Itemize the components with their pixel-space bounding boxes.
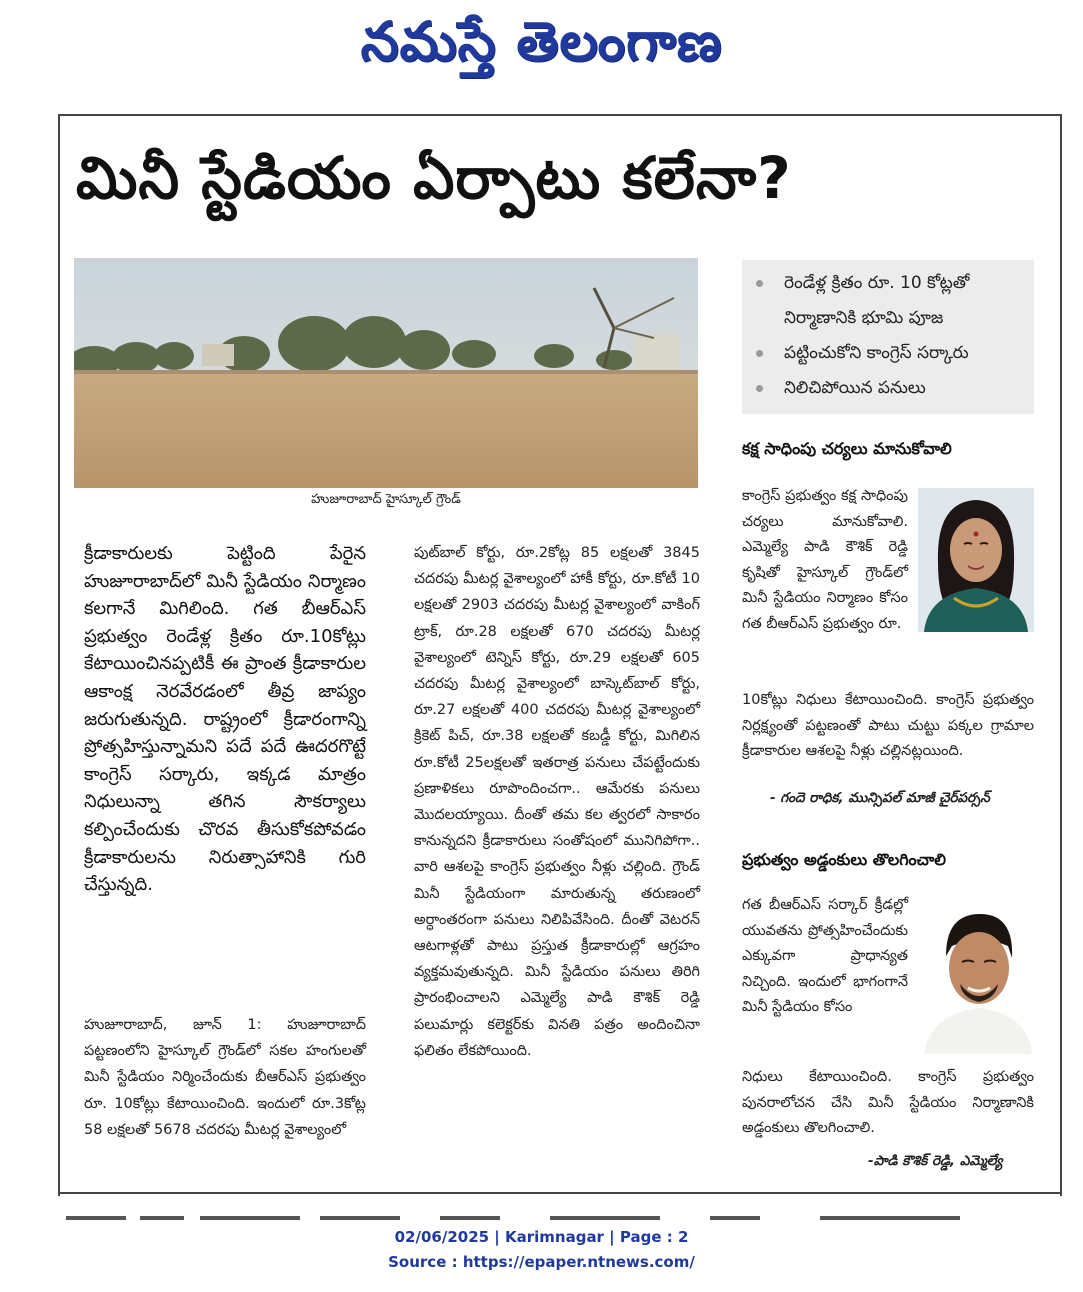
cropped-next-article (60, 1206, 1060, 1212)
quote2-attribution: -పాడి కౌశిక్ రెడ్డి, ఎమ్మెల్యే (868, 1153, 1003, 1169)
quote2-text-top: గత బీఆర్ఎస్ సర్కార్ క్రీడల్లో యువతను ప్రోత్సహించేందుకు ఎక్కువగా ప్రాధాన్యత నిచ్చింది. ఇందులో భాగంగానే మినీ స్టేడియం కోసం (742, 897, 908, 1015)
highlight-item: నిలిచిపోయిన పనులు (742, 371, 1034, 406)
article-lead: క్రీడాకారులకు పెట్టింది పేరైన హుజూరాబాద్‌లో మినీ స్టేడియం నిర్మాణం కలగానే మిగిలింది. గత బీఆర్ఎస్ ప్రభుత్వం రెండేళ్ల క్రితం రూ.10కోట్లు కేటాయించినప్పటికీ ఈ ప్రాంత క్రీడాకారుల ఆకాంక్ష నెరవేరడంలో తీవ్ర జాప్యం జరుగుతున్నది. రాష్ట్రంలో క్రీడారంగాన్ని ప్రోత్సహిస్తున్నామని పదే పదే ఊదరగొట్టే కాంగ్రెస్ సర్కారు, ఇక్కడ మాత్రం నిధులున్నా తగిన సౌకర్యాలు కల్పించేందుకు చొరవ తీసుకోకపోవడం క్రీడాకారులను నిరుత్సాహానికి గురి చేస్తున్నది. (84, 543, 366, 896)
highlight-item: రెండేళ్ల క్రితం రూ. 10 కోట్లతో (742, 266, 1034, 301)
highlights-box (742, 260, 1034, 414)
article-body-2: పుట్‌బాల్ కోర్టు, రూ.2కోట్ల 85 లక్షలతో 3845 చదరపు మీటర్ల వైశాల్యంలో హాకీ కోర్టు, రూ.కోటీ 10 లక్షలతో 2903 చదరపు మీటర్ల వైశాల్యంలో వాకింగ్ ట్రాక్, రూ.28 లక్షలతో 670 చదరపు మీటర్ల వైశాల్యంలో టెన్నిస్ కోర్టు, రూ.29 లక్షలతో 605 చదరపు మీటర్ల వైశాల్యంలో బాస్కెట్‌బాల్ కోర్టు, రూ.27 లక్షలతో 400 చదరపు మీటర్ల వైశాల్యంలో క్రికెట్ పిచ్, రూ.38 లక్షలతో కబడ్డీ కోర్టు, మిగిలిన రూ.కోటీ 25లక్షలతో ఇతరాత్ర పనులు చేపట్టేందుకు ప్రణాళికలు రూపొందించగా.. ఆమేరకు పనులు మొదలయ్యాయి. దీంతో తమ కల త్వరలో సాకారం కానున్నదని క్రీడాకారులు సంతోషంలో మునిగిపోగా.. వారి ఆశలపై కాంగ్రెస్ ప్రభుత్వం నీళ్లు చల్లింది. గ్రౌండ్ మినీ స్టేడియంగా మారుతున్న తరుణంలో అర్ధాంతరంగా పనులు నిలిపివేసింది. దీంతో వెటరన్ ఆటగాళ్లతో పాటు ప్రస్తుత క్రీడాకారుల్లో ఆగ్రహం వ్యక్తమవుతున్నది. మినీ స్టేడియం పనులు తిరిగి ప్రారంభించాలని ఎమ్మెల్యే పాడి కౌశిక్ రెడ్డి పలుమార్లు కలెక్టర్‌కు వినతి పత్రం అందించినా ఫలితం లేకపోయింది. (414, 545, 700, 1059)
quote1-attribution: - గందె రాధిక, మున్సిపల్ మాజీ చైర్‌పర్సన్ (770, 790, 990, 806)
article-body-1: హుజూరాబాద్, జూన్ 1: హుజూరాబాద్ పట్టణంలోని హైస్కూల్ గ్రౌండ్‌లో సకల హంగులతో మినీ స్టేడియం నిర్మించేందుకు బీఆర్ఎస్ ప్రభుత్వం రూ. 10కోట్లు కేటాయించింది. ఇందులో రూ.3కోట్ల 58 లక్షలతో 5678 చదరపు మీటర్ల వైశాల్యంలో (84, 1017, 366, 1138)
bullet-icon (756, 350, 763, 357)
quote2-text-bottom: నిధులు కేటాయించింది. కాంగ్రెస్ ప్రభుత్వం పునరాలోచన చేసి మినీ స్టేడియం నిర్మాణానికి అడ్డంకులు తొలగించాలి. (742, 1069, 1034, 1136)
ground-photo (74, 258, 698, 488)
radhika-portrait (918, 488, 1034, 632)
masthead-title: నమస్తే తెలంగాణ (360, 9, 723, 73)
article-headline: మినీ స్టేడియం ఏర్పాటు కలేనా? (76, 144, 792, 212)
photo-caption: హుజూరాబాద్ హైస్కూల్ గ్రౌండ్ (311, 492, 461, 507)
newspaper-masthead (0, 8, 1083, 88)
highlight-item: నిర్మాణానికి భూమి పూజ (784, 308, 944, 328)
bullet-icon (756, 385, 763, 392)
footer-source: Source : https://epaper.ntnews.com/ (388, 1253, 695, 1271)
bullet-icon (756, 280, 763, 287)
quote1-heading: కక్ష సాధింపు చర్యలు మానుకోవాలి (742, 439, 952, 458)
footer-edition: 02/06/2025 | Karimnagar | Page : 2 (394, 1228, 689, 1246)
quote2-heading: ప్రభుత్వం అడ్డంకులు తొలగించాలి (742, 850, 947, 869)
article-lead-column (84, 540, 366, 899)
quote1-text-top: కాంగ్రెస్ ప్రభుత్వం కక్ష సాధింపు చర్యలు మానుకోవాలి. ఎమ్మెల్యే పాడి కౌశిక్ రెడ్డి కృషితో హైస్కూల్ గ్రౌండ్‌లో మినీ స్టేడియం నిర్మాణం కోసం గత బీఆర్ఎస్ ప్రభుత్వం రూ. (742, 488, 908, 632)
bottom-divider (58, 1192, 1060, 1194)
highlight-item: పట్టించుకోని కాంగ్రెస్ సర్కారు (742, 336, 1034, 371)
quote1-text-bottom: 10కోట్లు నిధులు కేటాయించింది. కాంగ్రెస్ ప్రభుత్వం నిర్లక్ష్యంతో పట్టణంతో పాటు చుట్టు పక్కల గ్రామాల క్రీడాకారుల ఆశలపై నీళ్లు చల్లినట్లయింది. (742, 692, 1034, 759)
article-body-column-1 (84, 1012, 366, 1143)
article-body-column-2 (414, 540, 700, 1064)
kaushik-reddy-portrait (920, 904, 1036, 1054)
